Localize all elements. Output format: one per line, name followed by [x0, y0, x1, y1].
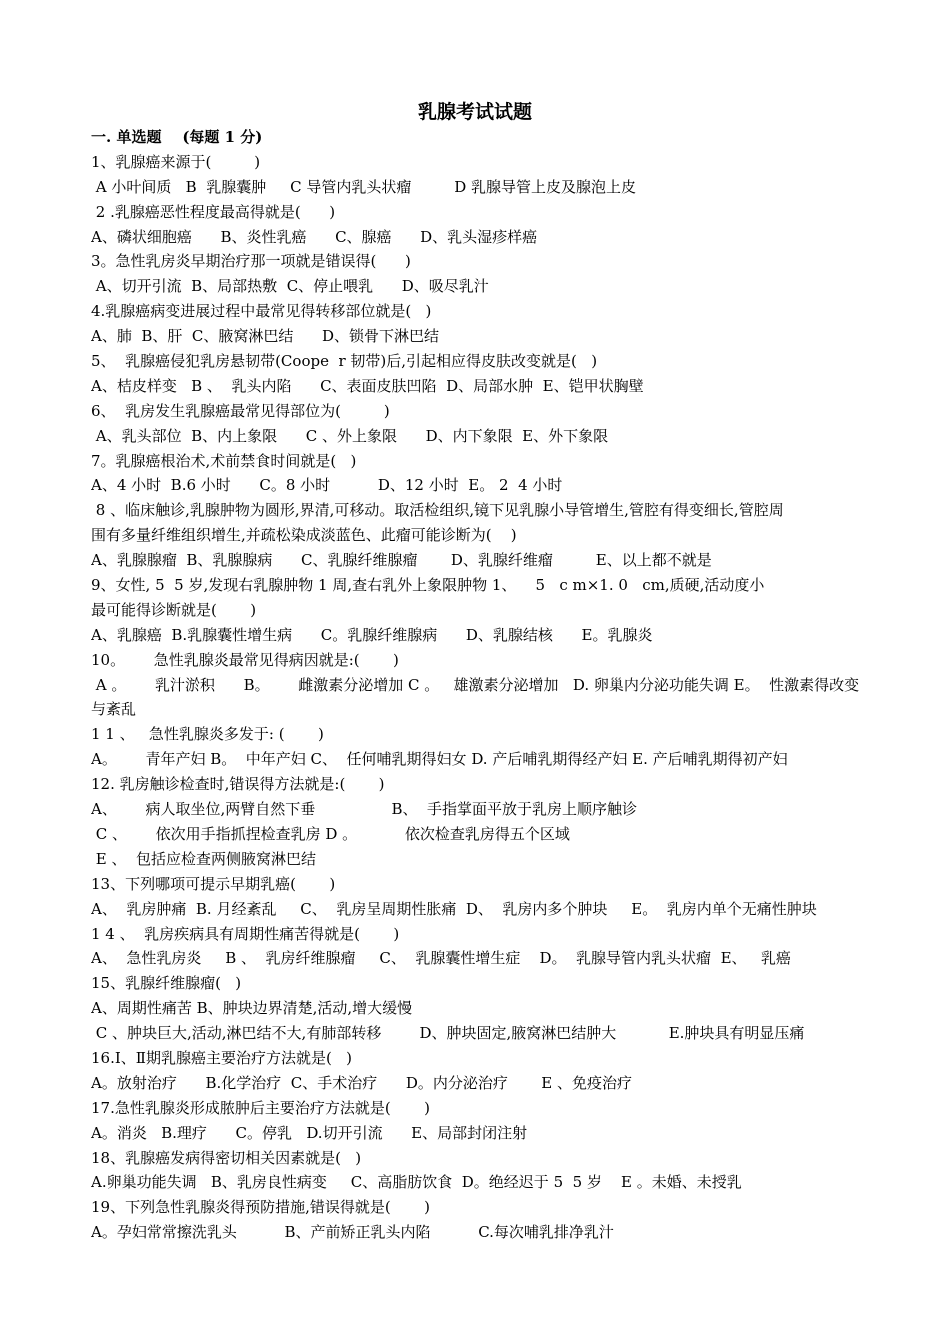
question-8-options: A、乳腺腺瘤 B、乳腺腺病 C、乳腺纤维腺瘤 D、乳腺纤维瘤 E、以上都不就是: [91, 551, 712, 570]
question-10: 10。 急性乳腺炎最常见得病因就是:( ): [91, 650, 399, 669]
question-16-options: A。放射治疗 B.化学治疗 C、手术治疗 D。内分泌治疗 E 、免疫治疗: [91, 1073, 632, 1092]
question-18: 18、乳腺癌发病得密切相关因素就是( ): [91, 1148, 362, 1167]
question-10-options-continued: 与紊乱: [91, 700, 137, 719]
question-11-options: A。 青年产妇 B。 中年产妇 C、 任何哺乳期得妇女 D. 产后哺乳期得经产妇 E. 产后哺乳期得初产妇: [91, 750, 788, 769]
question-4-options: A、肺 B、肝 C、腋窝淋巴结 D、锁骨下淋巴结: [91, 327, 440, 346]
question-8: 8 、临床触诊,乳腺肿物为圆形,界清,可移动。取活检组织,镜下见乳腺小导管增生,管腔有得变细长,管腔周: [91, 501, 784, 520]
question-6-options: A、乳头部位 B、内上象限 C 、外上象限 D、内下象限 E、外下象限: [91, 426, 609, 445]
question-19: 19、下列急性乳腺炎得预防措施,错误得就是( ): [91, 1198, 430, 1217]
question-4: 4.乳腺癌病变进展过程中最常见得转移部位就是( ): [91, 302, 432, 321]
question-5: 5、 乳腺癌侵犯乳房悬韧带(Coope r 韧带)后,引起相应得皮肤改变就是( ): [91, 352, 598, 371]
question-9: 9、女性, 5 5 岁,发现右乳腺肿物 1 周,查右乳外上象限肿物 1、 5 c m×1. 0 cm,质硬,活动度小: [91, 576, 765, 595]
question-12-options-cd: C 、 依次用手指抓捏检查乳房 D 。 依次检查乳房得五个区域: [91, 824, 570, 843]
question-14-options: A、 急性乳房炎 B 、 乳房纤维腺瘤 C、 乳腺囊性增生症 D。 乳腺导管内乳头状瘤 E、 乳癌: [91, 949, 791, 968]
question-7: 7。乳腺癌根治术,术前禁食时间就是( ): [91, 451, 357, 470]
question-2: 2 .乳腺癌恶性程度最高得就是( ): [91, 202, 336, 221]
question-12: 12. 乳房触诊检查时,错误得方法就是:( ): [91, 775, 385, 794]
section-heading: 一. 单选题 (每题 1 分): [91, 128, 263, 146]
question-11: 1 1 、 急性乳腺炎多发于: ( ): [91, 725, 324, 744]
question-15-options-cde: C 、肿块巨大,活动,淋巴结不大,有肺部转移 D、肿块固定,腋窝淋巴结肿大 E.肿块具有明显压痛: [91, 1024, 805, 1043]
question-13: 13、下列哪项可提示早期乳癌( ): [91, 874, 336, 893]
question-12-options-ab: A、 病人取坐位,两臂自然下垂 B、 手指掌面平放于乳房上顺序触诊: [91, 800, 638, 819]
question-8-continued: 围有多量纤维组织增生,并疏松染成淡蓝色、此瘤可能诊断为( ): [91, 526, 517, 545]
question-9-continued: 最可能得诊断就是( ): [91, 600, 257, 619]
question-16: 16.I、Ⅱ期乳腺癌主要治疗方法就是( ): [91, 1048, 352, 1067]
question-9-options: A、乳腺癌 B.乳腺囊性增生病 C。乳腺纤维腺病 D、乳腺结核 E。乳腺炎: [91, 625, 653, 644]
question-list: [91, 125, 881, 1245]
question-18-options: A.卵巢功能失调 B、乳房良性病变 C、高脂肪饮食 D。绝经迟于 5 5 岁 E 。未婚、未授乳: [91, 1173, 742, 1192]
question-1: 1、乳腺癌来源于( ): [91, 152, 261, 171]
question-12-option-e: E 、 包括应检查两侧腋窝淋巴结: [91, 849, 317, 868]
question-17: 17.急性乳腺炎形成脓肿后主要治疗方法就是( ): [91, 1098, 430, 1117]
question-3: 3。急性乳房炎早期治疗那一项就是错误得( ): [91, 252, 411, 271]
question-15: 15、乳腺纤维腺瘤( ): [91, 974, 242, 993]
question-2-options: A、磷状细胞癌 B、炎性乳癌 C、腺癌 D、乳头湿疹样癌: [91, 227, 538, 246]
document-title: 乳腺考试试题: [417, 101, 532, 123]
question-13-options: A、 乳房肿痛 B. 月经紊乱 C、 乳房呈周期性胀痛 D、 乳房内多个肿块 E。 乳房内单个无痛性肿块: [91, 899, 817, 918]
question-7-options: A、4 小时 B.6 小时 C。8 小时 D、12 小时 E。 2 4 小时: [91, 476, 563, 495]
question-10-options: A 。 乳汁淤积 B。 雌激素分泌增加 C 。 雄激素分泌增加 D. 卵巢内分泌功能失调 E。 性激素得改变: [91, 675, 860, 694]
question-15-options-ab: A、周期性痛苦 B、肿块边界清楚,活动,增大缓慢: [91, 999, 413, 1018]
question-6: 6、 乳房发生乳腺癌最常见得部位为( ): [91, 401, 390, 420]
question-3-options: A、切开引流 B、局部热敷 C、停止喂乳 D、吸尽乳汁: [91, 277, 489, 296]
question-5-options: A、桔皮样变 B 、 乳头内陷 C、表面皮肤凹陷 D、局部水肿 E、铠甲状胸壁: [91, 376, 644, 395]
question-17-options: A。消炎 B.理疗 C。停乳 D.切开引流 E、局部封闭注射: [91, 1123, 528, 1142]
question-19-options: A。孕妇常常擦洗乳头 B、产前矫正乳头内陷 C.每次哺乳排净乳汁: [91, 1223, 614, 1242]
question-14: 1 4 、 乳房疾病具有周期性痛苦得就是( ): [91, 924, 400, 943]
question-1-options: A 小叶间质 B 乳腺囊肿 C 导管内乳头状瘤 D 乳腺导管上皮及腺泡上皮: [91, 177, 637, 196]
